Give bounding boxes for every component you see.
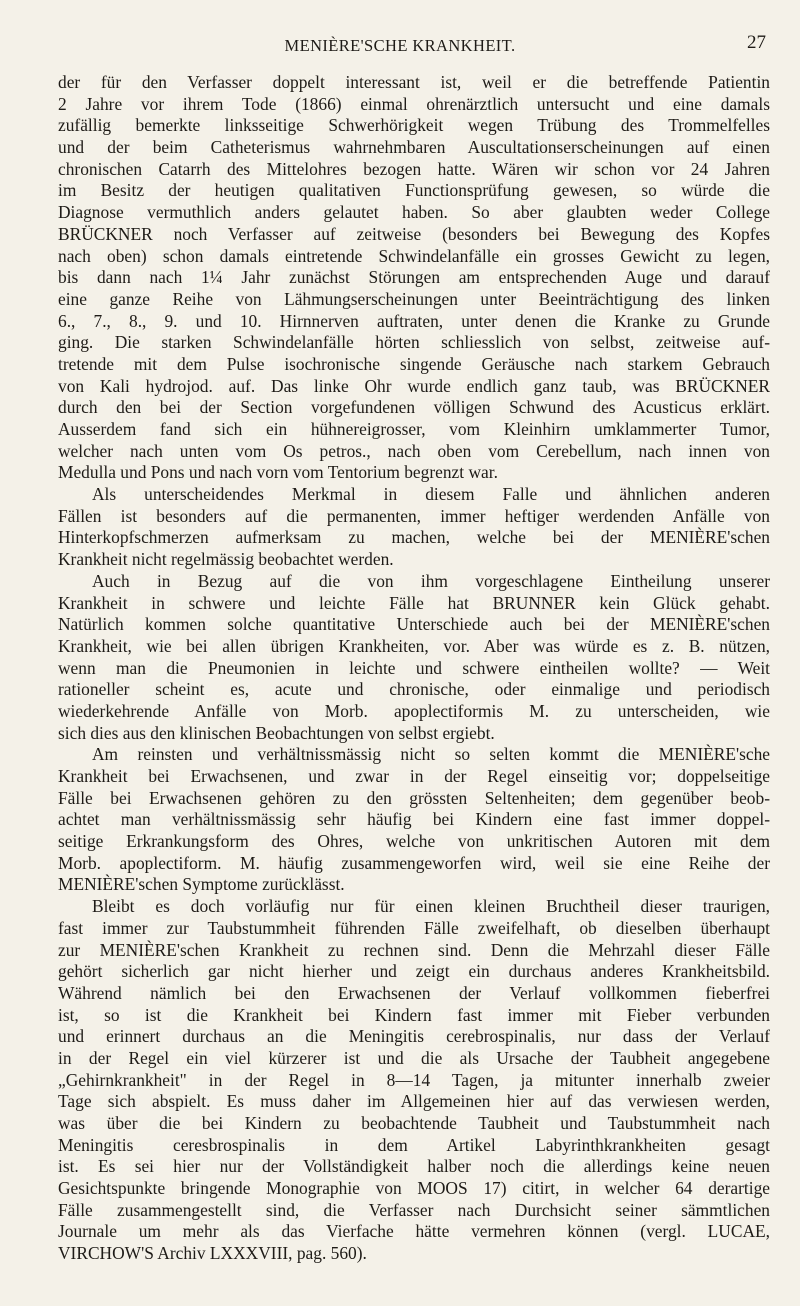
text-line: MENIÈRE'schen Symptome zurücklässt. — [58, 874, 345, 895]
text-line: und der beim Catheterismus wahrnehmbaren Auscultationserscheinungen auf einen — [58, 137, 770, 158]
text-line: in der Regel ein viel kürzerer ist und die als Ursache der Taubheit angegebene — [58, 1047, 770, 1068]
text-line: von Kali hydrojod. auf. Das linke Ohr wurde endlich ganz taub, was BRÜCKNER — [58, 375, 770, 396]
text-line: seitige Erkrankungsform des Ohres, welche von unkritischen Autoren mit dem — [58, 831, 770, 852]
text-line: Krankheit nicht regelmässig beobachtet werden. — [58, 549, 394, 570]
text-line: Fälle bei Erwachsenen gehören zu den grössten Seltenheiten; dem gegenüber beob- — [58, 787, 770, 808]
text-line: Fällen ist besonders auf die permanenten, immer heftiger werdenden Anfälle von — [58, 505, 770, 526]
text-line: sich dies aus den klinischen Beobachtungen von selbst ergiebt. — [58, 722, 495, 743]
text-line: Am reinsten und verhältnissmässig nicht so selten kommt die MENIÈRE'sche — [92, 744, 770, 765]
text-line: Bleibt es doch vorläufig nur für einen kleinen Bruchtheil dieser traurigen, — [92, 896, 770, 917]
text-line: eine ganze Reihe von Lähmungserscheinungen unter Beeinträchtigung des linken — [58, 288, 770, 309]
text-line: welcher nach unten vom Os petros., nach oben vom Cerebellum, nach innen von — [58, 440, 770, 461]
running-title: MENIÈRE'SCHE KRANKHEIT. — [284, 36, 516, 55]
text-line: gehört sicherlich gar nicht hierher und zeigt ein durchaus anderes Krankheitsbild. — [58, 961, 770, 982]
text-line: Medulla und Pons und nach vorn vom Tentorium begrenzt war. — [58, 462, 498, 483]
text-line: nach oben) schon damals eintretende Schwindelanfälle ein grosses Gewicht zu legen, — [58, 245, 770, 266]
text-line: „Gehirnkrankheit" in der Regel in 8—14 Tagen, ja mitunter innerhalb zweier — [58, 1069, 770, 1090]
text-line: Als unterscheidendes Merkmal in diesem Falle und ähnlichen anderen — [92, 484, 770, 505]
text-line: Auch in Bezug auf die von ihm vorgeschlagene Eintheilung unserer — [92, 570, 770, 591]
text-line: achtet man verhältnissmässig sehr häufig bei Kindern eine fast immer doppel- — [58, 809, 770, 830]
text-line: 2 Jahre vor ihrem Tode (1866) einmal ohrenärztlich untersucht und eine damals — [58, 93, 770, 114]
text-line: durch den bei der Section vorgefundenen völligen Schwund des Acusticus erklärt. — [58, 397, 770, 418]
text-line: wenn man die Pneumonien in leichte und schwere eintheilen wollte? — Weit — [58, 657, 770, 678]
text-line: Krankheit bei Erwachsenen, und zwar in der Regel einseitig vor; doppelseitige — [58, 766, 770, 786]
text-line: Krankheit, wie bei allen übrigen Krankheiten, vor. Aber was würde es z. B. nützen, — [58, 635, 770, 656]
text-line: rationeller scheint es, acute und chronische, oder einmalige und periodisch — [58, 679, 770, 700]
text-line: 6., 7., 8., 9. und 10. Hirnnerven auftraten, unter denen die Kranke zu Grunde — [58, 310, 770, 331]
text-line: ist. Es sei hier nur der Vollständigkeit halber noch die allerdings keine neuen — [58, 1156, 770, 1177]
page-number: 27 — [747, 32, 766, 53]
text-line: Journale um mehr als das Vierfache hätte vermehren können (vergl. LUCAE, — [58, 1221, 770, 1242]
text-line: VIRCHOW'S Archiv LXXXVIII, pag. 560). — [58, 1243, 367, 1264]
text-line: Tage sich abspielt. Es muss daher im Allgemeinen hier auf das verwiesen werden, — [58, 1091, 770, 1112]
text-line: Meningitis ceresbrospinalis in dem Artikel Labyrinthkrankheiten gesagt — [58, 1134, 770, 1155]
text-line: der für den Verfasser doppelt interessant ist, weil er die betreffende Patientin — [58, 72, 770, 92]
text-line: im Besitz der heutigen qualitativen Functionsprüfung gewesen, so würde die — [58, 180, 770, 201]
text-line: wiederkehrende Anfälle von Morb. apoplectiformis M. zu unterscheiden, wie — [58, 700, 770, 721]
text-line: Morb. apoplectiform. M. häufig zusammengeworfen wird, weil sie eine Reihe der — [58, 852, 770, 873]
text-line: zufällig bemerkte linksseitige Schwerhörigkeit wegen Trübung des Trommelfelles — [58, 115, 770, 136]
text-line: und erinnert durchaus an die Meningitis cerebrospinalis, nur dass der Verlauf — [58, 1026, 770, 1047]
text-line: tretende mit dem Pulse isochronische singende Geräusche nach starkem Gebrauch — [58, 353, 770, 374]
text-line: ist, so ist die Krankheit bei Kindern fast immer mit Fieber verbunden — [58, 1004, 770, 1025]
text-line: BRÜCKNER noch Verfasser auf zeitweise (besonders bei Bewegung des Kopfes — [58, 223, 770, 244]
text-line: ging. Die starken Schwindelanfälle hörten schliesslich von selbst, zeitweise auf- — [58, 332, 770, 353]
text-line: Gesichtspunkte bringende Monographie von MOOS 17) citirt, in welcher 64 derartige — [58, 1178, 770, 1199]
text-line: bis dann nach 1¼ Jahr zunächst Störungen am entsprechenden Auge und darauf — [58, 267, 770, 288]
text-line: Während nämlich bei den Erwachsenen der Verlauf vollkommen fieberfrei — [58, 982, 770, 1003]
page-header — [0, 32, 800, 66]
text-line: Hinterkopfschmerzen aufmerksam zu machen, welche bei der MENIÈRE'schen — [58, 527, 770, 548]
body-text — [58, 72, 770, 1265]
text-line: Natürlich kommen solche quantitative Unterschiede auch bei der MENIÈRE'schen — [58, 614, 770, 635]
text-line: Fälle zusammengestellt sind, die Verfasser nach Durchsicht seiner sämmtlichen — [58, 1199, 770, 1220]
text-line: fast immer zur Taubstummheit führenden Fälle zweifelhaft, ob dieselben überhaupt — [58, 917, 770, 938]
text-line: Ausserdem fand sich ein hühnereigrosser, vom Kleinhirn umklammerter Tumor, — [58, 419, 770, 439]
text-line: zur MENIÈRE'schen Krankheit zu rechnen sind. Denn die Mehrzahl dieser Fälle — [58, 939, 770, 960]
text-line: was über die bei Kindern zu beobachtende Taubheit und Taubstummheit nach — [58, 1113, 770, 1133]
text-line: Diagnose vermuthlich anders gelautet haben. So aber glaubten weder College — [58, 202, 770, 223]
text-line: chronischen Catarrh des Mittelohres bezogen hatte. Wären wir schon vor 24 Jahren — [58, 158, 770, 179]
text-line: Krankheit in schwere und leichte Fälle hat BRUNNER kein Glück gehabt. — [58, 592, 770, 613]
